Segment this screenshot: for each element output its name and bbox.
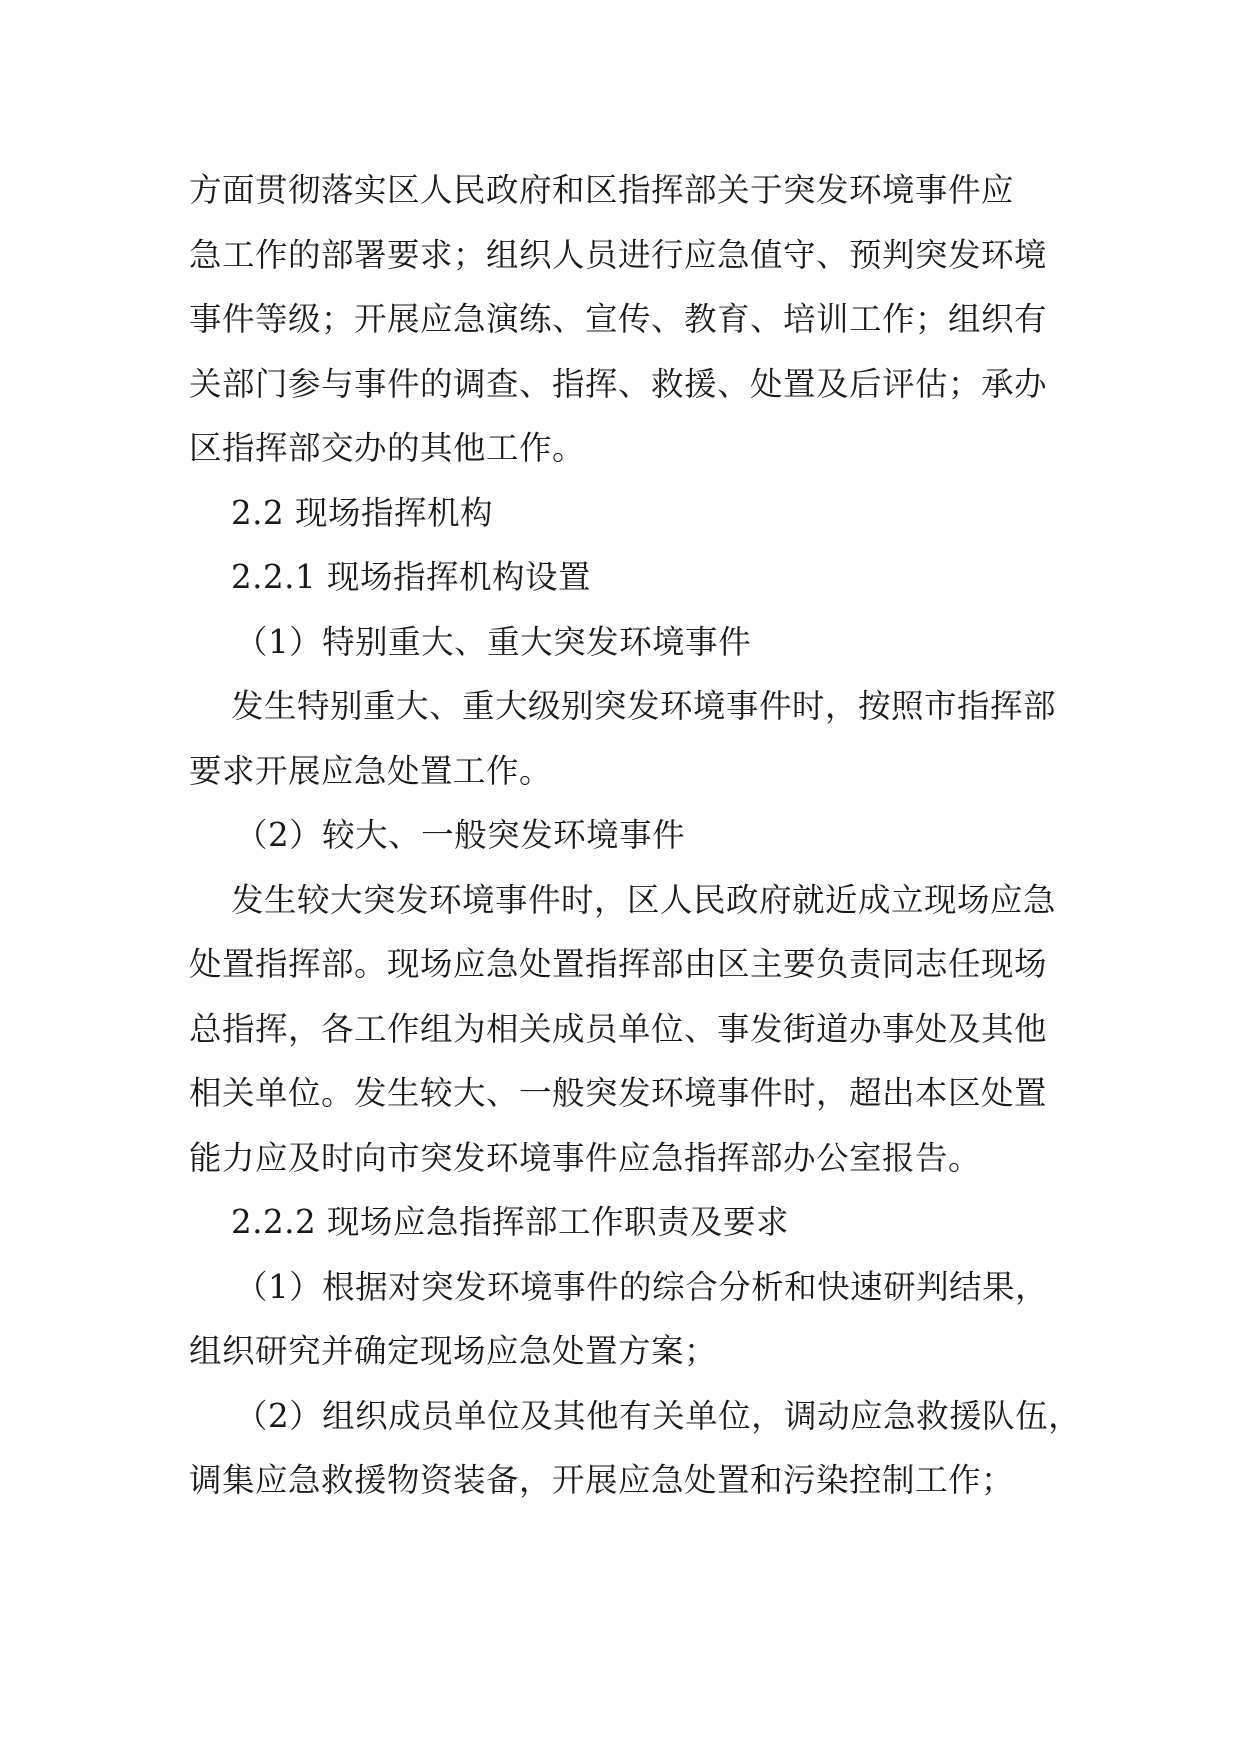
paragraph-line: 相关单位。发生较大、一般突发环境事件时，超出本区处置: [189, 1074, 1048, 1112]
paragraph-line: 能力应及时向市突发环境事件应急指挥部办公室报告。: [189, 1138, 982, 1177]
paragraph-continuation-line: 区指挥部交办的其他工作。: [189, 429, 586, 467]
document-body: [189, 158, 1082, 1513]
section-heading-2-2-1: 2.2.1 现场指挥机构设置: [231, 558, 592, 596]
list-item-1-line: 组织研究并确定现场应急处置方案；: [189, 1332, 718, 1370]
list-item-2-line: 调集应急救援物资装备，开展应急处置和污染控制工作；: [189, 1461, 1015, 1499]
section-heading-2-2: 2.2 现场指挥机构: [231, 493, 494, 532]
subsection-heading-2: （2）较大、一般突发环境事件: [235, 816, 686, 854]
paragraph-line: 发生较大突发环境事件时，区人民政府就近成立现场应急: [231, 880, 1057, 919]
paragraph-continuation-line: 事件等级；开展应急演练、宣传、教育、培训工作；组织有: [189, 300, 1048, 338]
paragraph-continuation-line: 急工作的部署要求；组织人员进行应急值守、预判突发环境: [189, 235, 1048, 274]
section-heading-2-2-2: 2.2.2 现场应急指挥部工作职责及要求: [231, 1203, 790, 1241]
list-item-1-line: （1）根据对突发环境事件的综合分析和快速研判结果，: [235, 1267, 1049, 1306]
subsection-heading-1: （1）特别重大、重大突发环境事件: [235, 622, 752, 661]
list-item-2-line: （2）组织成员单位及其他有关单位，调动应急救援队伍，: [235, 1396, 1082, 1435]
paragraph-continuation-line: 方面贯彻落实区人民政府和区指挥部关于突发环境事件应: [189, 171, 1015, 209]
paragraph-continuation-line: 关部门参与事件的调查、指挥、救援、处置及后评估；承办: [189, 364, 1048, 403]
paragraph-line: 发生特别重大、重大级别突发环境事件时，按照市指挥部: [231, 687, 1057, 725]
paragraph-line: 总指挥，各工作组为相关成员单位、事发街道办事处及其他: [189, 1009, 1048, 1048]
paragraph-line: 要求开展应急处置工作。: [189, 751, 553, 790]
paragraph-line: 处置指挥部。现场应急处置指挥部由区主要负责同志任现场: [189, 945, 1048, 983]
